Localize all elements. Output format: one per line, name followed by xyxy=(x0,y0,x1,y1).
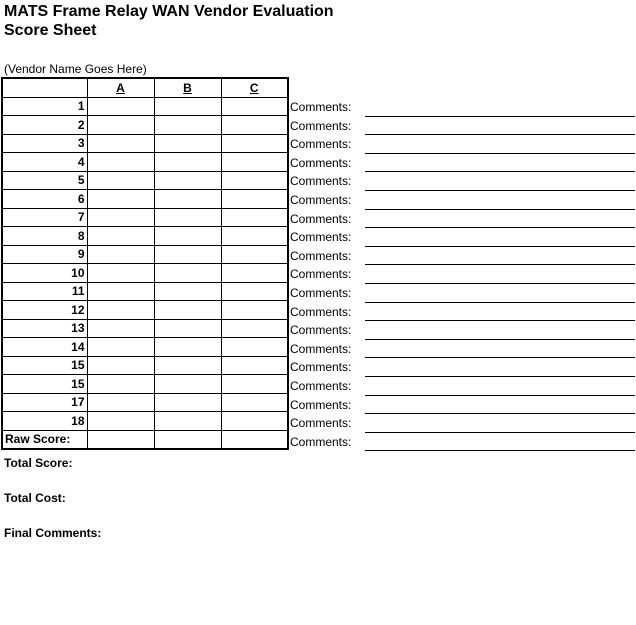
comments-label: Comments: xyxy=(290,192,352,207)
column-header: A xyxy=(87,78,154,97)
comment-line[interactable] xyxy=(365,450,635,451)
score-cell[interactable] xyxy=(221,134,288,153)
comments-label: Comments: xyxy=(290,137,352,152)
score-cell[interactable] xyxy=(87,412,154,431)
score-cell[interactable] xyxy=(221,116,288,135)
score-row xyxy=(2,171,288,190)
score-cell[interactable] xyxy=(154,245,221,264)
score-cell[interactable] xyxy=(154,412,221,431)
score-cell[interactable] xyxy=(87,430,154,449)
comments-label: Comments: xyxy=(290,174,352,189)
comments-label: Comments: xyxy=(290,155,352,170)
row-label: 17 xyxy=(2,393,87,412)
score-cell[interactable] xyxy=(154,134,221,153)
column-header: C xyxy=(221,78,288,97)
comment-row xyxy=(290,321,636,340)
score-cell[interactable] xyxy=(87,245,154,264)
comment-row xyxy=(290,284,636,303)
row-label: Raw Score: xyxy=(2,430,87,449)
score-cell[interactable] xyxy=(154,208,221,227)
score-cell[interactable] xyxy=(221,208,288,227)
score-cell[interactable] xyxy=(221,412,288,431)
score-cell[interactable] xyxy=(221,356,288,375)
score-row xyxy=(2,393,288,412)
score-cell[interactable] xyxy=(221,190,288,209)
column-header: B xyxy=(154,78,221,97)
score-row xyxy=(2,301,288,320)
score-cell[interactable] xyxy=(87,375,154,394)
score-row xyxy=(2,245,288,264)
comments-label: Comments: xyxy=(290,434,352,449)
score-cell[interactable] xyxy=(87,282,154,301)
comments-label: Comments: xyxy=(290,248,352,263)
comment-row xyxy=(290,172,636,191)
grid-header-row xyxy=(2,78,288,97)
row-label: 5 xyxy=(2,171,87,190)
row-label: 11 xyxy=(2,282,87,301)
score-cell[interactable] xyxy=(87,338,154,357)
comment-row xyxy=(290,396,636,415)
score-cell[interactable] xyxy=(221,319,288,338)
score-cell[interactable] xyxy=(87,97,154,116)
score-cell[interactable] xyxy=(221,430,288,449)
total-score-label: Total Score: xyxy=(4,456,73,470)
score-cell[interactable] xyxy=(221,393,288,412)
score-cell[interactable] xyxy=(87,319,154,338)
row-label: 10 xyxy=(2,264,87,283)
score-cell[interactable] xyxy=(154,227,221,246)
score-cell[interactable] xyxy=(87,116,154,135)
score-cell[interactable] xyxy=(221,338,288,357)
row-label: 9 xyxy=(2,245,87,264)
score-cell[interactable] xyxy=(154,190,221,209)
score-cell[interactable] xyxy=(221,97,288,116)
comment-row xyxy=(290,117,636,136)
score-cell[interactable] xyxy=(154,338,221,357)
score-cell[interactable] xyxy=(154,356,221,375)
score-cell[interactable] xyxy=(87,190,154,209)
comments-label: Comments: xyxy=(290,230,352,245)
sheet-title: MATS Frame Relay WAN Vendor Evaluation xyxy=(4,3,334,20)
score-cell[interactable] xyxy=(154,116,221,135)
comments-label: Comments: xyxy=(290,416,352,431)
row-label: 2 xyxy=(2,116,87,135)
row-label: 13 xyxy=(2,319,87,338)
score-row xyxy=(2,208,288,227)
score-row xyxy=(2,264,288,283)
comments-label: Comments: xyxy=(290,341,352,356)
score-cell[interactable] xyxy=(87,301,154,320)
comments-label: Comments: xyxy=(290,304,352,319)
comment-row xyxy=(290,340,636,359)
comment-row xyxy=(290,247,636,266)
row-label: 6 xyxy=(2,190,87,209)
comment-row xyxy=(290,154,636,173)
score-cell[interactable] xyxy=(154,375,221,394)
score-row xyxy=(2,134,288,153)
score-cell[interactable] xyxy=(154,153,221,172)
comment-row xyxy=(290,433,636,452)
score-cell[interactable] xyxy=(221,227,288,246)
score-cell[interactable] xyxy=(87,208,154,227)
row-label: 1 xyxy=(2,97,87,116)
score-row xyxy=(2,356,288,375)
score-cell[interactable] xyxy=(87,227,154,246)
score-row xyxy=(2,412,288,431)
final-comments-label: Final Comments: xyxy=(4,526,102,540)
score-row xyxy=(2,190,288,209)
score-cell[interactable] xyxy=(154,282,221,301)
comment-row xyxy=(290,265,636,284)
score-cell[interactable] xyxy=(221,245,288,264)
comments-label: Comments: xyxy=(290,378,352,393)
score-row xyxy=(2,153,288,172)
score-cell[interactable] xyxy=(221,282,288,301)
comments-label: Comments: xyxy=(290,323,352,338)
row-label: 14 xyxy=(2,338,87,357)
comment-row xyxy=(290,135,636,154)
score-row xyxy=(2,282,288,301)
score-row xyxy=(2,116,288,135)
score-row xyxy=(2,375,288,394)
sheet-subtitle: Score Sheet xyxy=(4,22,97,39)
score-row xyxy=(2,319,288,338)
comment-row xyxy=(290,98,636,117)
score-cell[interactable] xyxy=(221,375,288,394)
score-cell[interactable] xyxy=(154,171,221,190)
comments-label: Comments: xyxy=(290,100,352,114)
comments-label: Comments: xyxy=(290,118,352,133)
row-label: 15 xyxy=(2,356,87,375)
score-cell[interactable] xyxy=(221,171,288,190)
comment-row xyxy=(290,191,636,210)
score-row xyxy=(2,227,288,246)
score-cell[interactable] xyxy=(221,153,288,172)
score-cell[interactable] xyxy=(154,393,221,412)
raw-score-row xyxy=(2,430,288,449)
score-cell[interactable] xyxy=(221,301,288,320)
comments-column xyxy=(290,98,636,451)
score-cell[interactable] xyxy=(87,264,154,283)
grid-corner-cell xyxy=(2,78,87,97)
comments-label: Comments: xyxy=(290,397,352,412)
comments-label: Comments: xyxy=(290,360,352,375)
score-cell[interactable] xyxy=(154,97,221,116)
score-cell[interactable] xyxy=(154,319,221,338)
comments-label: Comments: xyxy=(290,267,352,282)
comments-label: Comments: xyxy=(290,211,352,226)
score-cell[interactable] xyxy=(221,264,288,283)
comment-row xyxy=(290,228,636,247)
row-label: 15 xyxy=(2,375,87,394)
row-label: 12 xyxy=(2,301,87,320)
row-label: 7 xyxy=(2,208,87,227)
row-label: 3 xyxy=(2,134,87,153)
score-cell[interactable] xyxy=(154,264,221,283)
row-label: 18 xyxy=(2,412,87,431)
score-cell[interactable] xyxy=(154,430,221,449)
score-cell[interactable] xyxy=(87,356,154,375)
score-cell[interactable] xyxy=(87,393,154,412)
comments-label: Comments: xyxy=(290,285,352,300)
total-cost-label: Total Cost: xyxy=(4,491,66,505)
vendor-name: (Vendor Name Goes Here) xyxy=(4,62,147,76)
score-row xyxy=(2,338,288,357)
score-cell[interactable] xyxy=(87,153,154,172)
comment-row xyxy=(290,414,636,433)
comment-row xyxy=(290,377,636,396)
score-cell[interactable] xyxy=(154,301,221,320)
score-cell[interactable] xyxy=(87,171,154,190)
comment-row xyxy=(290,210,636,229)
score-cell[interactable] xyxy=(87,134,154,153)
score-grid xyxy=(1,77,289,450)
row-label: 8 xyxy=(2,227,87,246)
comment-row xyxy=(290,358,636,377)
row-label: 4 xyxy=(2,153,87,172)
score-row xyxy=(2,97,288,116)
comment-row xyxy=(290,303,636,322)
